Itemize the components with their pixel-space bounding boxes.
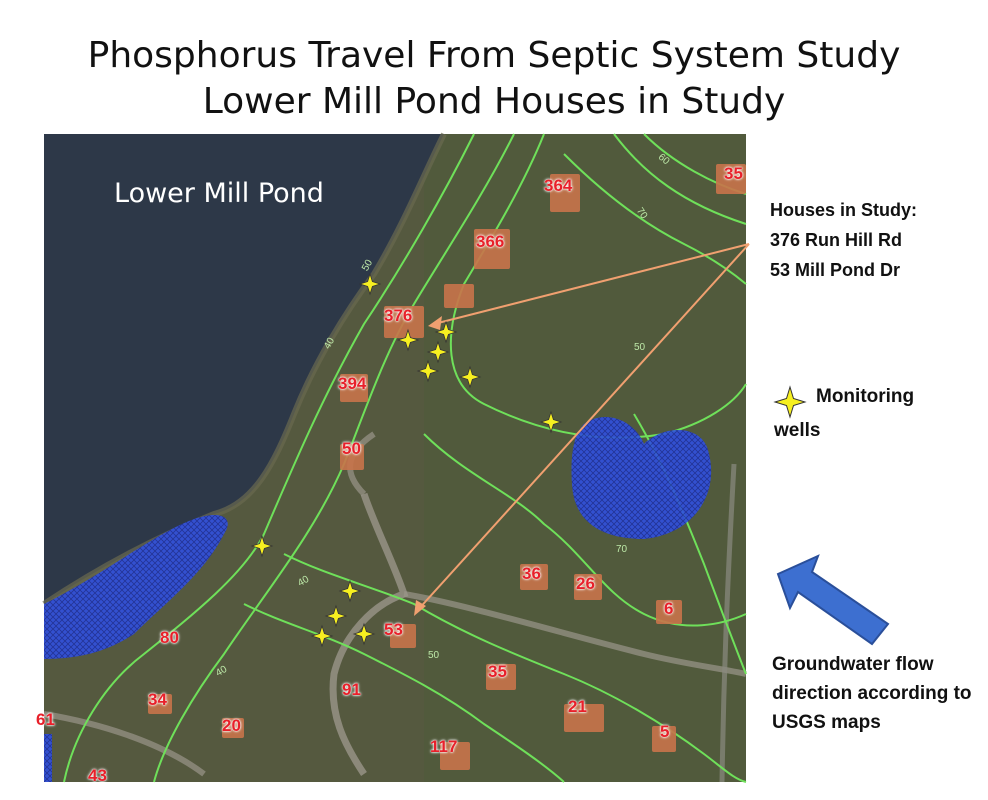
house-label-376: 376 [384, 306, 413, 325]
contour-label: 40 [213, 663, 230, 680]
monitoring-well-icon [360, 274, 380, 294]
house-label-394: 394 [338, 374, 367, 393]
house-in-study-2: 53 Mill Pond Dr [770, 260, 901, 280]
house-label-43: 43 [88, 766, 107, 785]
house-label-364: 364 [544, 176, 573, 195]
contour-label: 50 [428, 650, 440, 661]
monitoring-well-icon [312, 626, 332, 646]
monitoring-well-icon [340, 581, 360, 601]
monitoring-wells-layer [44, 134, 746, 782]
house-label-53: 53 [384, 620, 403, 639]
contour-label: 60 [655, 151, 672, 168]
aerial-map [36, 134, 746, 785]
houses-in-study-title: Houses in Study: [770, 200, 918, 220]
house-label-61: 61 [36, 710, 55, 729]
contour-label: 70 [633, 205, 650, 222]
monitoring-wells-label-line1: Monitoring [816, 386, 915, 407]
house-label-5: 5 [660, 722, 670, 741]
pond-label: Lower Mill Pond [114, 178, 324, 209]
monitoring-well-icon [398, 330, 418, 350]
house-label-35-south: 35 [488, 662, 507, 681]
contour-label: 50 [634, 342, 646, 353]
monitoring-well-legend-icon [772, 384, 808, 420]
groundwater-flow-arrow-icon [760, 550, 900, 650]
house-in-study-1: 376 Run Hill Rd [770, 230, 903, 250]
house-label-117: 117 [430, 737, 458, 756]
monitoring-well-icon [354, 624, 374, 644]
title-line-1: Phosphorus Travel From Septic System Study [87, 35, 901, 76]
monitoring-well-icon [418, 361, 438, 381]
house-label-20: 20 [222, 716, 241, 735]
house-label-6: 6 [664, 599, 674, 618]
house-label-34: 34 [148, 690, 167, 709]
house-label-80: 80 [160, 628, 179, 647]
contour-label: 50 [360, 257, 376, 274]
house-label-26: 26 [576, 574, 595, 593]
house-label-91: 91 [342, 680, 361, 699]
monitoring-wells-label-line2: wells [774, 420, 821, 441]
monitoring-well-icon [428, 342, 448, 362]
monitoring-well-icon [460, 367, 480, 387]
house-label-366: 366 [476, 232, 505, 251]
monitoring-well-icon [326, 606, 346, 626]
contour-label: 40 [295, 573, 312, 590]
contour-label: 70 [616, 544, 628, 555]
house-label-21: 21 [568, 697, 587, 716]
house-label-35-north: 35 [724, 164, 743, 183]
house-label-36: 36 [522, 564, 541, 583]
monitoring-well-icon [252, 536, 272, 556]
monitoring-well-icon [436, 322, 456, 342]
groundwater-flow-text: Groundwater flow direction according to USGS maps [772, 654, 972, 733]
house-label-50: 50 [342, 439, 361, 458]
title-line-2: Lower Mill Pond Houses in Study [202, 81, 786, 122]
contour-label: 40 [322, 335, 338, 352]
monitoring-well-icon [541, 412, 561, 432]
